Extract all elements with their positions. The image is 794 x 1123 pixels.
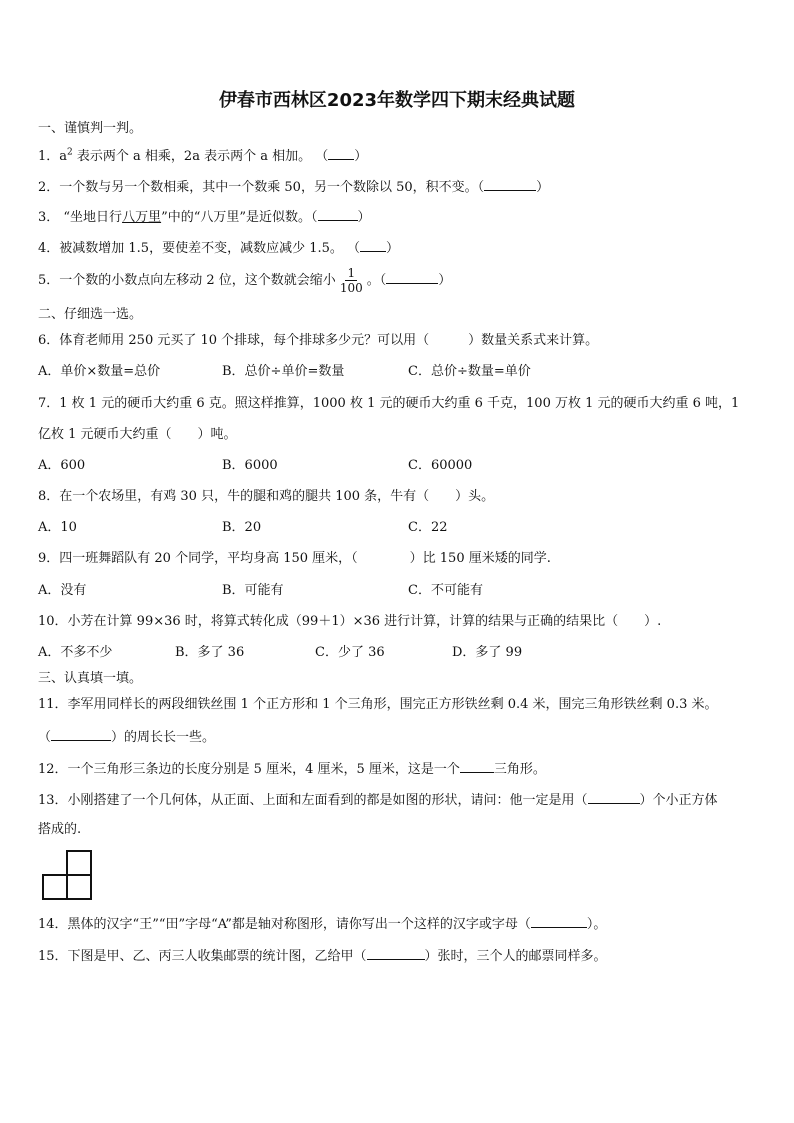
q1-answer-blank[interactable] xyxy=(328,146,354,160)
q8-option-a[interactable]: A．10 xyxy=(38,520,77,535)
q5-answer-blank[interactable] xyxy=(386,270,438,284)
q2-text-c: ） xyxy=(536,180,550,195)
q13-text-a: 13．小刚搭建了一个几何体，从正面、上面和左面看到的都是如图的形状，请问：他一定是用（ xyxy=(38,793,588,808)
q10-option-c[interactable]: C．少了 36 xyxy=(315,645,385,660)
question-5 xyxy=(38,266,451,295)
q5-text-a: 5．一个数的小数点向左移动 2 位，这个数就会缩小 xyxy=(38,273,336,288)
q1-superscript: 2 xyxy=(67,147,73,158)
q12-text-a: 12．一个三角形三条边的长度分别是 5 厘米，4 厘米，5 厘米，这是一个 xyxy=(38,762,460,777)
question-13-line-2: 搭成的. xyxy=(38,822,82,837)
q6-option-a[interactable]: A．单价×数量=总价 xyxy=(38,364,161,379)
q8-option-c[interactable]: C．22 xyxy=(408,520,448,535)
q7-option-c[interactable]: C．60000 xyxy=(408,458,473,473)
section-heading-1: 一、谨慎判一判。 xyxy=(38,121,143,136)
question-7-line-1: 7．1 枚 1 元的硬币大约重 6 克。照这样推算，1000 枚 1 元的硬币大约重 6 千克，100 万枚 1 元的硬币大约重 6 吨，1 xyxy=(38,396,740,411)
question-12 xyxy=(38,759,546,779)
q3-text-b: ”中的“八万里”是近似数。（ xyxy=(161,210,318,225)
q5-text-b: 。（ xyxy=(366,273,387,288)
q12-answer-blank[interactable] xyxy=(460,759,494,773)
q14-answer-blank[interactable] xyxy=(531,914,587,928)
q10-option-a[interactable]: A．不多不少 xyxy=(38,645,113,660)
q3-text-c: ） xyxy=(357,210,371,225)
q15-text-a: 15．下图是甲、乙、丙三人收集邮票的统计图，乙给甲（ xyxy=(38,949,367,964)
question-6: 6．体育老师用 250 元买了 10 个排球，每个排球多少元？可以用（ ）数量关系式来计算。 xyxy=(38,333,599,348)
q10-option-b[interactable]: B．多了 36 xyxy=(175,645,245,660)
q7-option-a[interactable]: A．600 xyxy=(38,458,86,473)
section-heading-2: 二、仔细选一选。 xyxy=(38,307,143,322)
top-square xyxy=(67,851,91,875)
question-2 xyxy=(38,177,549,197)
bottom-right-square xyxy=(67,875,91,899)
q5-fraction-denominator: 100 xyxy=(339,281,363,295)
q1-text-c: ） xyxy=(354,149,368,164)
q4-text-a: 4．被减数增加 1.5，要使差不变，减数应减少 1.5。 （ xyxy=(38,241,361,256)
q2-text-a: 2．一个数与另一个数相乘，其中一个数乘 50，另一个数除以 50，积不变。（ xyxy=(38,180,485,195)
q11-text-c: ）的周长长一些。 xyxy=(111,730,216,745)
q5-fraction-numerator: 1 xyxy=(347,266,356,280)
q3-text-a: 3． “坐地日行 xyxy=(38,210,123,225)
question-7-line-2: 亿枚 1 元硬币大约重（ ）吨。 xyxy=(38,427,237,442)
question-9: 9．四一班舞蹈队有 20 个同学，平均身高 150 厘米，（ ）比 150 厘米矮的同学. xyxy=(38,551,551,566)
bottom-left-square xyxy=(43,875,67,899)
q13-text-c: ）个小正方体 xyxy=(639,793,718,808)
question-1 xyxy=(38,146,367,166)
q13-answer-blank[interactable] xyxy=(588,790,640,804)
q1-text-b: 表示两个 a 相乘，2a 表示两个 a 相加。 （ xyxy=(76,149,329,164)
page-title: 伊春市西林区2023年数学四下期末经典试题 xyxy=(218,90,576,111)
question-3 xyxy=(38,207,371,227)
question-14 xyxy=(38,914,606,934)
q8-option-b[interactable]: B．20 xyxy=(222,520,262,535)
q6-option-b[interactable]: B．总价÷单价=数量 xyxy=(222,364,345,379)
q12-text-c: 三角形。 xyxy=(493,762,546,777)
q7-option-b[interactable]: B．6000 xyxy=(222,458,278,473)
q11-answer-blank[interactable] xyxy=(51,727,111,741)
q9-option-a[interactable]: A．没有 xyxy=(38,583,87,598)
q5-text-c: ） xyxy=(438,273,452,288)
q2-answer-blank[interactable] xyxy=(484,177,536,191)
q14-text-c: ）。 xyxy=(586,917,607,932)
q14-text-a: 14．黑体的汉字“王”“田”字母“A”都是轴对称图形，请你写出一个这样的汉字或字母（ xyxy=(38,917,531,932)
q10-option-d[interactable]: D．多了 99 xyxy=(452,645,523,660)
q15-answer-blank[interactable] xyxy=(367,946,425,960)
q1-text-a: 1．a xyxy=(38,149,68,164)
cube-view-figure xyxy=(40,848,96,902)
question-13-line-1 xyxy=(38,790,718,810)
q4-answer-blank[interactable] xyxy=(360,238,386,252)
q3-underlined-text: 八万里 xyxy=(122,210,162,225)
q11-text-a: （ xyxy=(38,730,52,745)
q9-option-c[interactable]: C．不可能有 xyxy=(408,583,483,598)
question-11-line-2 xyxy=(38,727,215,747)
question-10: 10．小芳在计算 99×36 时，将算式转化成（99＋1）×36 进行计算，计算的结果与正确的结果比（ ）. xyxy=(38,614,662,629)
q3-answer-blank[interactable] xyxy=(318,207,358,221)
q5-fraction xyxy=(338,266,365,295)
q4-text-c: ） xyxy=(386,241,400,256)
question-11-line-1: 11．李军用同样长的两段细铁丝围 1 个正方形和 1 个三角形，围完正方形铁丝剩 0.4 米，围完三角形铁丝剩 0.3 米。 xyxy=(38,697,718,712)
question-15 xyxy=(38,946,607,966)
q15-text-c: ）张时，三个人的邮票同样多。 xyxy=(424,949,607,964)
question-4 xyxy=(38,238,399,258)
question-8: 8．在一个农场里，有鸡 30 只，牛的腿和鸡的腿共 100 条，牛有（ ）头。 xyxy=(38,489,495,504)
q9-option-b[interactable]: B．可能有 xyxy=(222,583,284,598)
section-heading-3: 三、认真填一填。 xyxy=(38,671,143,686)
q6-option-c[interactable]: C．总价÷数量=单价 xyxy=(408,364,531,379)
